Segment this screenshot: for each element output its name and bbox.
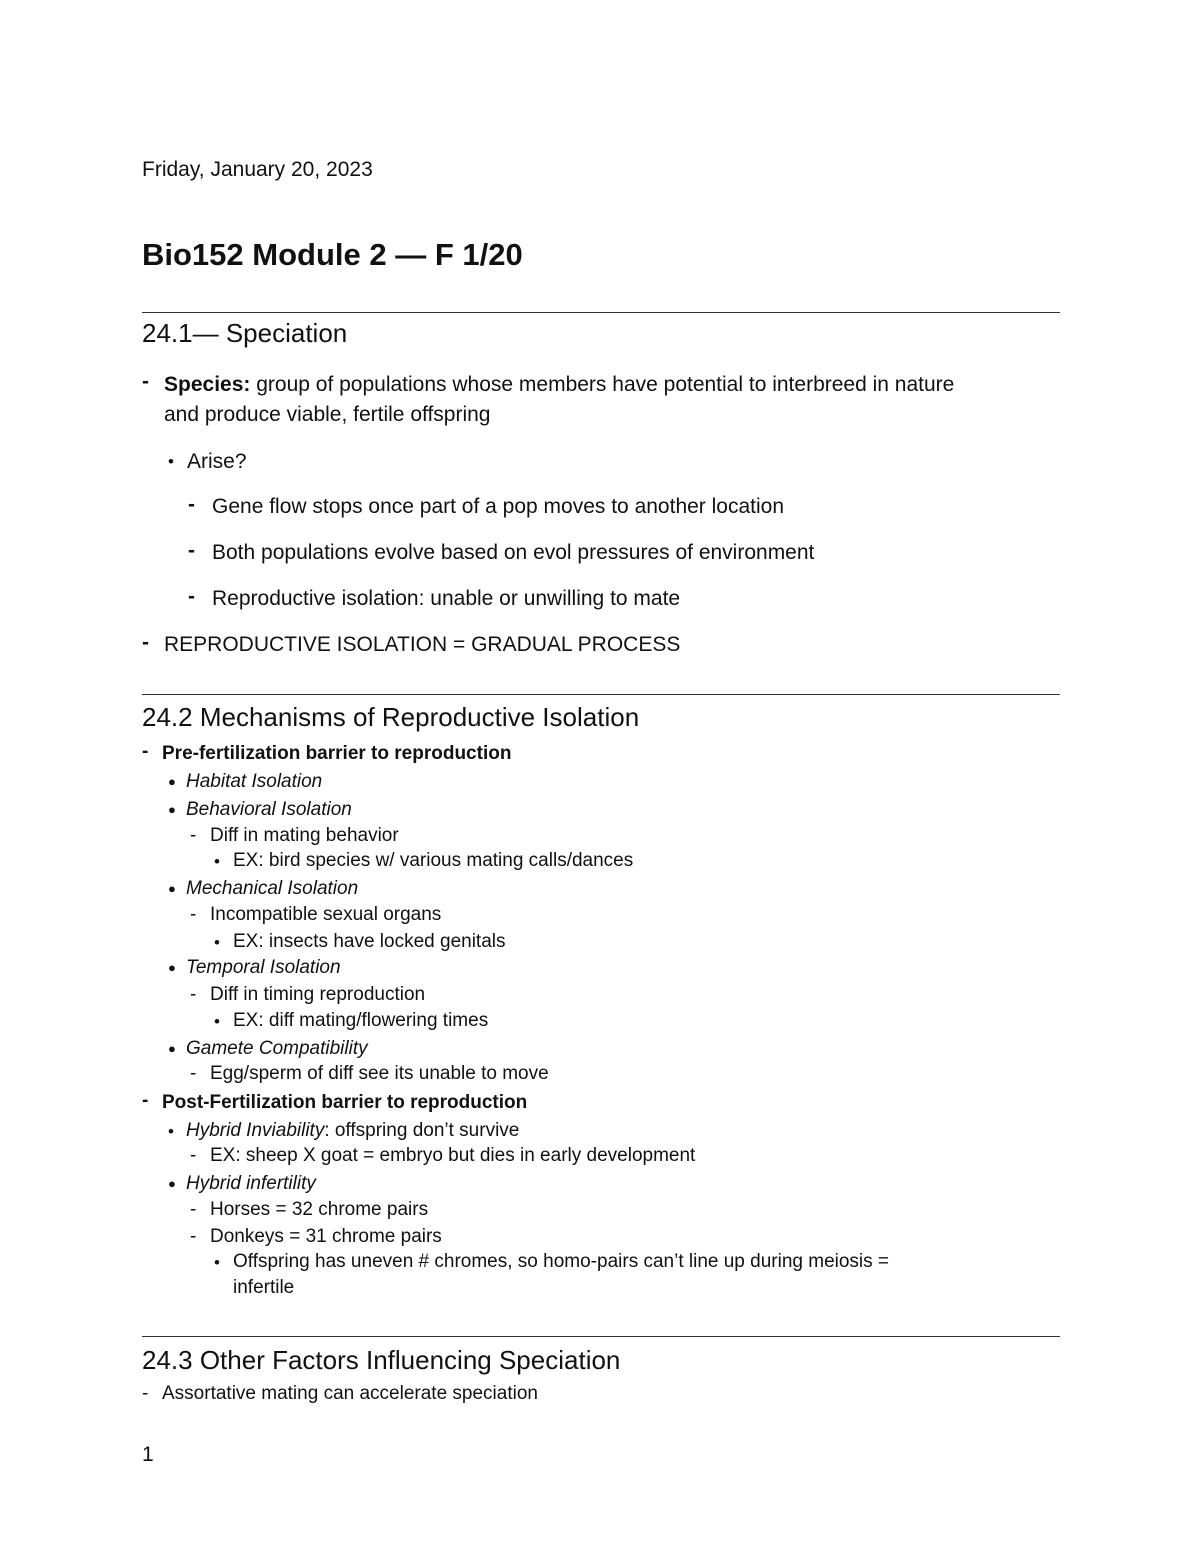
offspring-item-cont: infertile: [233, 1277, 295, 1298]
page-number: 1: [142, 1443, 154, 1466]
bullet-dot: ●: [168, 960, 176, 975]
dash-bullet: -: [188, 585, 195, 608]
dash-bullet: -: [190, 1226, 197, 1247]
habitat-isolation-item: Habitat Isolation: [186, 771, 323, 792]
hybrid-inviability-term: Hybrid Inviability: [186, 1120, 325, 1141]
bullet-dot: •: [214, 1012, 220, 1031]
donkeys-item: Donkeys = 31 chrome pairs: [210, 1226, 442, 1247]
post-fertilization-item: Post-Fertilization barrier to reproduction: [162, 1092, 528, 1113]
species-term: Species:: [164, 373, 251, 396]
dash-bullet: -: [190, 1199, 197, 1220]
bullet-dot: •: [214, 852, 220, 871]
bullet-dot: ●: [168, 1176, 176, 1191]
dash-bullet: -: [142, 631, 149, 654]
gamete-sub-item: Egg/sperm of diff see its unable to move: [210, 1063, 549, 1084]
example-label: EX:: [210, 1145, 241, 1166]
example-text: sheep X goat = embryo but dies in early development: [240, 1145, 696, 1166]
bullet-dot: •: [214, 933, 220, 952]
reproductive-isolation-item: Reproductive isolation: unable or unwilling to mate: [212, 587, 681, 610]
pre-fertilization-item: Pre-fertilization barrier to reproduction: [162, 743, 512, 764]
dash-bullet: -: [142, 1383, 149, 1404]
assortative-mating-item: Assortative mating can accelerate speciation: [162, 1383, 538, 1404]
dash-bullet: -: [188, 539, 195, 562]
dash-bullet: -: [142, 741, 149, 762]
hybrid-infertility-item: Hybrid infertility: [186, 1173, 316, 1194]
behavioral-isolation-item: Behavioral Isolation: [186, 799, 352, 820]
mechanical-sub-item: Incompatible sexual organs: [210, 904, 442, 925]
bullet-dot: •: [168, 452, 174, 471]
hybrid-inviability-item: [186, 1120, 519, 1142]
dash-bullet: -: [142, 1090, 149, 1111]
section-divider: [142, 1336, 1060, 1337]
offspring-item: Offspring has uneven # chromes, so homo-pairs can’t line up during meiosis =: [233, 1251, 890, 1272]
bullet-dot: •: [168, 1122, 174, 1141]
hybrid-inviability-text: : offspring don’t survive: [324, 1120, 520, 1141]
temporal-sub-item: Diff in timing reproduction: [210, 984, 426, 1005]
note-date: Friday, January 20, 2023: [142, 158, 373, 181]
section-heading-24-1: 24.1— Speciation: [142, 318, 348, 348]
temporal-example: [233, 1010, 488, 1032]
section-heading-24-2: 24.2 Mechanisms of Reproductive Isolation: [142, 702, 640, 732]
temporal-isolation-item: Temporal Isolation: [186, 957, 341, 978]
section-divider: [142, 312, 1060, 313]
dash-bullet: -: [190, 1145, 197, 1166]
horses-item: Horses = 32 chrome pairs: [210, 1199, 429, 1220]
gradual-process-item: REPRODUCTIVE ISOLATION = GRADUAL PROCESS: [164, 633, 681, 656]
example-label: EX:: [233, 931, 264, 952]
both-populations-item: Both populations evolve based on evol pressures of environment: [212, 541, 815, 564]
dash-bullet: -: [190, 904, 197, 925]
example-text: diff mating/flowering times: [263, 1010, 489, 1031]
species-line: [164, 373, 954, 397]
bullet-dot: ●: [168, 802, 176, 817]
example-label: EX:: [233, 850, 264, 871]
example-text: bird species w/ various mating calls/dances: [263, 850, 634, 871]
dash-bullet: -: [190, 984, 197, 1005]
section-heading-24-3: 24.3 Other Factors Influencing Speciation: [142, 1345, 621, 1375]
inviability-example: [210, 1145, 695, 1167]
bullet-dot: •: [214, 1253, 220, 1272]
arise-item: Arise?: [187, 450, 247, 473]
behavioral-example: [233, 850, 633, 872]
dash-bullet: -: [190, 1063, 197, 1084]
dash-bullet: -: [188, 493, 195, 516]
gamete-compatibility-item: Gamete Compatibility: [186, 1038, 368, 1059]
gene-flow-item: Gene flow stops once part of a pop moves to another location: [212, 495, 785, 518]
dash-bullet: -: [190, 825, 197, 846]
species-definition: group of populations whose members have potential to interbreed in nature: [250, 373, 955, 396]
section-divider: [142, 694, 1060, 695]
behavioral-sub-item: Diff in mating behavior: [210, 825, 399, 846]
bullet-dot: ●: [168, 774, 176, 789]
note-title: Bio152 Module 2 — F 1/20: [142, 237, 523, 272]
species-definition-cont: and produce viable, fertile offspring: [164, 403, 491, 426]
dash-bullet: -: [142, 370, 149, 393]
bullet-dot: ●: [168, 1041, 176, 1056]
mechanical-example: [233, 931, 506, 953]
bullet-dot: ●: [168, 881, 176, 896]
mechanical-isolation-item: Mechanical Isolation: [186, 878, 359, 899]
example-text: insects have locked genitals: [263, 931, 506, 952]
example-label: EX:: [233, 1010, 264, 1031]
